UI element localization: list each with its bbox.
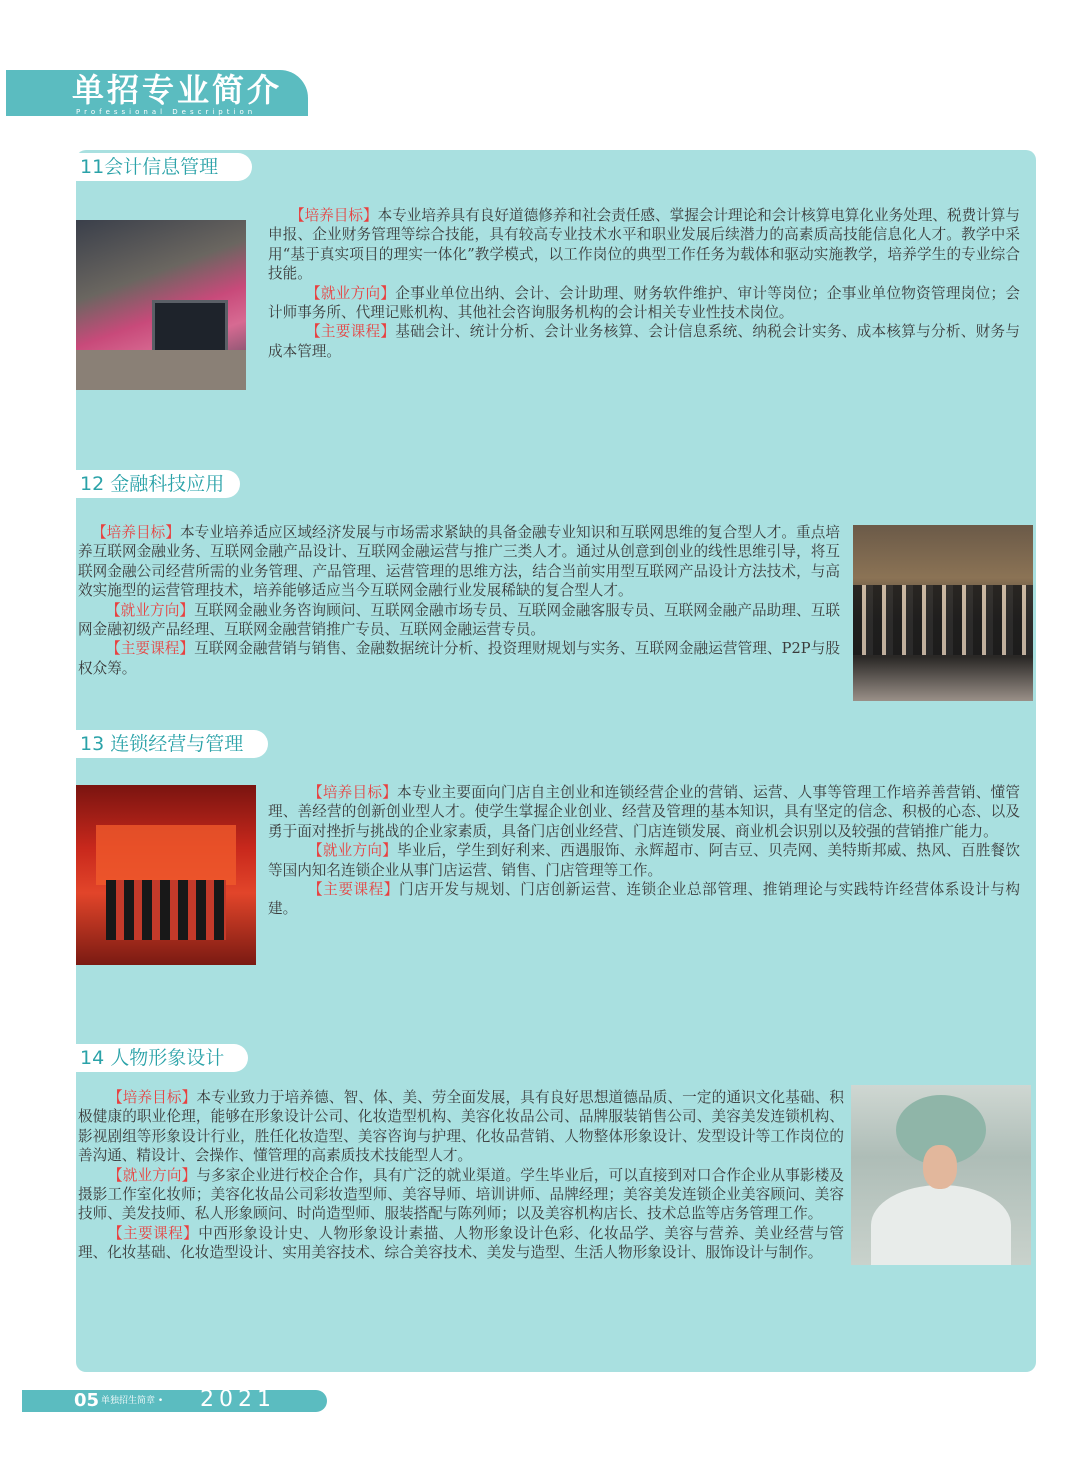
paragraph-goal bbox=[268, 783, 1020, 841]
paragraph-text: 本专业培养具有良好道德修养和社会责任感、掌握会计理论和会计核算电算化业务处理、税费计算与申报、企业财务管理等综合技能，具有较高专业技术水平和职业发展后续潜力的高素质高技能信息化人才。教学中采用“基于真实项目的理实一体化”教学模式，以工作岗位的典型工作任务为载体和驱动实施教学，培养学生的专业综合技能。 bbox=[268, 207, 1020, 283]
paragraph-goal bbox=[78, 523, 840, 601]
section-title-fintech: 12 金融科技应用 bbox=[76, 470, 240, 498]
paragraph-text: 毕业后，学生到好利来、西遇服饰、永辉超市、阿吉豆、贝壳网、美特斯邦威、热风、百胜餐饮等国内知名连锁企业从事门店运营、销售、门店管理等工作。 bbox=[268, 842, 1020, 879]
paragraph-courses bbox=[78, 639, 840, 678]
section-title-image-design: 14 人物形象设计 bbox=[76, 1044, 248, 1072]
fashion-model-photo bbox=[851, 1085, 1031, 1265]
paragraph-text: 中西形象设计史、人物形象设计素描、人物形象设计色彩、化妆品学、美容与营养、美业经营与管理、化妆基础、化妆造型设计、实用美容技术、综合美容技术、美发与造型、生活人物形象设计、服饰设计与制作。 bbox=[78, 1224, 844, 1262]
page-subtitle: Professional Description bbox=[76, 108, 257, 116]
paragraph-goal bbox=[78, 1088, 844, 1166]
paragraph-text: 门店开发与规划、门店创新运营、连锁企业总部管理、推销理论与实践特许经营体系设计与构建。 bbox=[268, 881, 1020, 918]
paragraph-career bbox=[268, 841, 1020, 880]
tag-label: 【培养目标】 bbox=[92, 524, 181, 541]
tag-label: 【培养目标】 bbox=[108, 1089, 197, 1106]
paragraph-text: 互联网金融业务咨询顾问、互联网金融市场专员、互联网金融客服专员、互联网金融产品助理、互联网金融初级产品经理、互联网金融营销推广专员、互联网金融运营专员。 bbox=[78, 601, 840, 639]
page-number: 05 bbox=[74, 1390, 100, 1411]
paragraph-text: 本专业致力于培养德、智、体、美、劳全面发展，具有良好思想道德品质、一定的通识文化基础、积极健康的职业伦理，能够在形象设计公司、化妆造型机构、美容化妆品公司、品牌服装销售公司、美容美发连锁机构、影视剧组等形象设计行业，胜任化妆造型、美容咨询与护理、化妆品营销、人物整体形象设计、发型设计等工作岗位的善沟通、精设计、会操作、懂管理的高素质技术技能型人才。 bbox=[78, 1089, 844, 1165]
paragraph-courses bbox=[78, 1224, 844, 1263]
tag-label: 【就业方向】 bbox=[108, 1166, 197, 1184]
section-body-accounting bbox=[268, 206, 1020, 361]
paragraph-courses bbox=[268, 322, 1020, 361]
award-ceremony-photo bbox=[76, 785, 256, 965]
paragraph-text: 本专业主要面向门店自主创业和连锁经营企业的营销、运营、人事等管理工作培养善营销、懂管理、善经营的创新创业型人才。使学生掌握企业创业、经营及管理的基本知识，具有坚定的信念、积极的心态、以及勇于面对挫折与挑战的企业家素质，具备门店创业经营、门店连锁发展、商业机会识别以及较强的营销推广能力。 bbox=[268, 784, 1020, 840]
tag-label: 【主要课程】 bbox=[308, 881, 399, 899]
paragraph-text: 与多家企业进行校企合作，具有广泛的就业渠道。学生毕业后，可以直接到对口合作企业从事影楼及摄影工作室化妆师；美容化妆品公司彩妆造型师、美容导师、培训讲师、品牌经理；美容美发连锁企业美容顾问、美容技师、美发技师、私人形象顾问、时尚造型师、服装搭配与陈列师；以及美容机构店长、技术总监等店务管理工作。 bbox=[78, 1166, 844, 1223]
tag-label: 【主要课程】 bbox=[108, 1224, 199, 1242]
paragraph-courses bbox=[268, 880, 1020, 919]
accounting-photo bbox=[76, 220, 246, 390]
paragraph-text: 互联网金融营销与销售、金融数据统计分析、投资理财规划与实务、互联网金融运营管理、P2P与股权众筹。 bbox=[78, 640, 840, 677]
dress-shape bbox=[871, 1185, 1011, 1265]
people-shape bbox=[106, 880, 226, 940]
tag-label: 【主要课程】 bbox=[106, 640, 195, 658]
section-title-accounting: 11会计信息管理 bbox=[76, 153, 252, 181]
tag-label: 【就业方向】 bbox=[308, 842, 398, 860]
footer-bar bbox=[22, 1390, 327, 1412]
paragraph-career bbox=[268, 284, 1020, 323]
desk-shape bbox=[76, 350, 246, 390]
section-body-fintech bbox=[78, 523, 840, 678]
page-title: 单招专业简介 bbox=[72, 71, 283, 109]
tag-label: 【培养目标】 bbox=[308, 784, 398, 801]
footer-label: 单独招生简章 • bbox=[101, 1396, 164, 1406]
footer-year: 2021 bbox=[200, 1387, 276, 1412]
paragraph-text: 企事业单位出纳、会计、会计助理、财务软件维护、审计等岗位；企事业单位物资管理岗位；会计师事务所、代理记账机构、其他社会咨询服务机构的会计相关专业性技术岗位。 bbox=[268, 284, 1020, 322]
paragraph-career bbox=[78, 601, 840, 640]
tag-label: 【培养目标】 bbox=[290, 207, 378, 224]
paragraph-text: 本专业培养适应区域经济发展与市场需求紧缺的具备金融专业知识和互联网思维的复合型人才。重点培养互联网金融业务、互联网金融产品设计、互联网金融运营与推广三类人才。通过从创意到创业的线性思维引导，将互联网金融公司经营所需的业务管理、产品管理、运营管理的思维方法，结合当前实用型互联网产品设计方法技术，与高效实施型的运营管理技术，培养能够适应当今互联网金融行业发展稀缺的复合型人才。 bbox=[78, 524, 840, 600]
tag-label: 【主要课程】 bbox=[306, 323, 396, 341]
tag-label: 【就业方向】 bbox=[106, 601, 195, 619]
face-shape bbox=[923, 1145, 957, 1189]
fintech-group-photo bbox=[853, 525, 1033, 701]
paragraph-text: 基础会计、统计分析、会计业务核算、会计信息系统、纳税会计实务、成本核算与分析、财务与成本管理。 bbox=[268, 323, 1020, 360]
section-body-image-design bbox=[78, 1088, 844, 1263]
banner-shape bbox=[96, 825, 236, 885]
paragraph-career bbox=[78, 1166, 844, 1224]
tag-label: 【就业方向】 bbox=[306, 284, 396, 302]
paragraph-goal bbox=[268, 206, 1020, 284]
section-title-chain-management: 13 连锁经营与管理 bbox=[76, 730, 268, 758]
crowd-shape bbox=[853, 585, 1033, 655]
section-body-chain-management bbox=[268, 783, 1020, 919]
